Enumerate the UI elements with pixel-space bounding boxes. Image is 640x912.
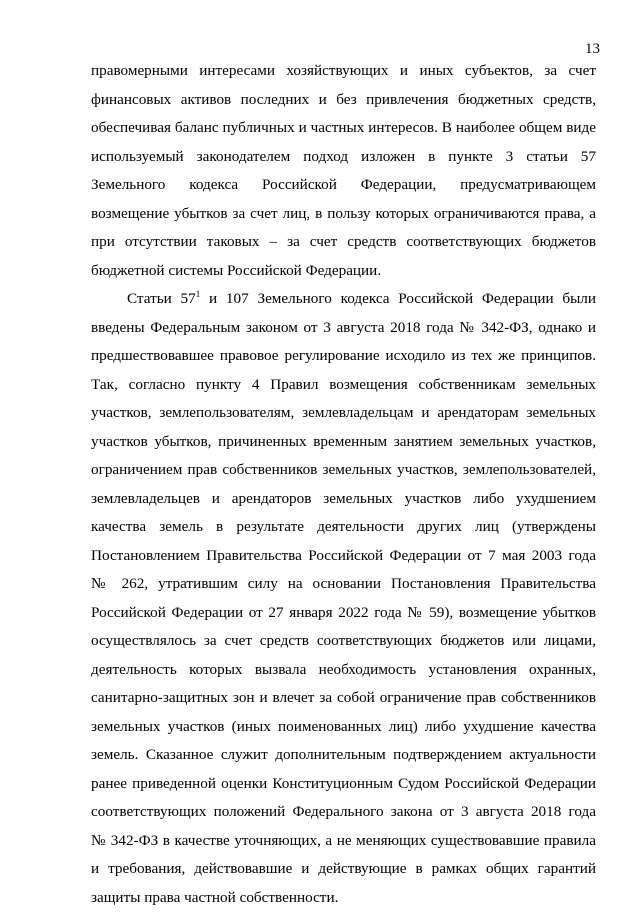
text-line: Так, согласно пункту 4 Правил возмещения собственникам земельных: [91, 371, 596, 400]
text-line: защиты права частной собственности.: [91, 884, 596, 912]
text-line: земельных участков (иных поименованных лиц) либо ухудшение качества: [91, 713, 596, 742]
text-line-first: [91, 285, 596, 314]
text-line: ранее приведенной оценки Конституционным Судом Российской Федерации: [91, 770, 596, 799]
text-line: участков, землепользователям, землевладельцам и арендаторам земельных: [91, 399, 596, 428]
paragraph-2: [91, 285, 596, 912]
text-line: и требования, действовавшие и действующие в рамках общих гарантий: [91, 855, 596, 884]
text-line: Постановлением Правительства Российской Федерации от 7 мая 2003 года: [91, 542, 596, 571]
text-fragment: и 107 Земельного кодекса Российской Федерации были: [200, 290, 596, 307]
text-line: бюджетной системы Российской Федерации.: [91, 257, 596, 286]
paragraph-1: [91, 57, 596, 285]
text-line: деятельность которых вызвала необходимость установления охранных,: [91, 656, 596, 685]
text-line: земель. Сказанное служит дополнительным подтверждением актуальности: [91, 741, 596, 770]
superscript: 1: [196, 289, 201, 299]
text-line: Земельного кодекса Российской Федерации, предусматривающем: [91, 171, 596, 200]
text-line: соответствующих положений Федерального закона от 3 августа 2018 года: [91, 798, 596, 827]
text-line: используемый законодателем подход изложен в пункте 3 статьи 57: [91, 143, 596, 172]
text-line: предшествовавшее правовое регулирование исходило из тех же принципов.: [91, 342, 596, 371]
text-line: правомерными интересами хозяйствующих и иных субъектов, за счет: [91, 57, 596, 86]
text-line: осуществлялось за счет средств соответствующих бюджетов или лицами,: [91, 627, 596, 656]
text-line: участков убытков, причиненных временным занятием земельных участков,: [91, 428, 596, 457]
text-line: ограничением прав собственников земельных участков, землепользователей,: [91, 456, 596, 485]
text-line: качества земель в результате деятельности других лиц (утверждены: [91, 513, 596, 542]
text-line: землевладельцев и арендаторов земельных участков либо ухудшением: [91, 485, 596, 514]
text-line: Российской Федерации от 27 января 2022 года № 59), возмещение убытков: [91, 599, 596, 628]
text-line: возмещение убытков за счет лиц, в пользу которых ограничиваются права, а: [91, 200, 596, 229]
text-line: № 342-ФЗ в качестве уточняющих, а не меняющих существовавшие правила: [91, 827, 596, 856]
text-line: введены Федеральным законом от 3 августа 2018 года № 342-ФЗ, однако и: [91, 314, 596, 343]
text-line: № 262, утратившим силу на основании Постановления Правительства: [91, 570, 596, 599]
body-text: [91, 57, 596, 912]
text-line: санитарно-защитных зон и влечет за собой ограничение прав собственников: [91, 684, 596, 713]
text-line: при отсутствии таковых – за счет средств соответствующих бюджетов: [91, 228, 596, 257]
text-line: обеспечивая баланс публичных и частных интересов. В наиболее общем виде: [91, 114, 596, 143]
page-number: 13: [585, 40, 600, 58]
text-fragment: Статьи 57: [127, 290, 196, 307]
text-line: финансовых активов последних и без привлечения бюджетных средств,: [91, 86, 596, 115]
